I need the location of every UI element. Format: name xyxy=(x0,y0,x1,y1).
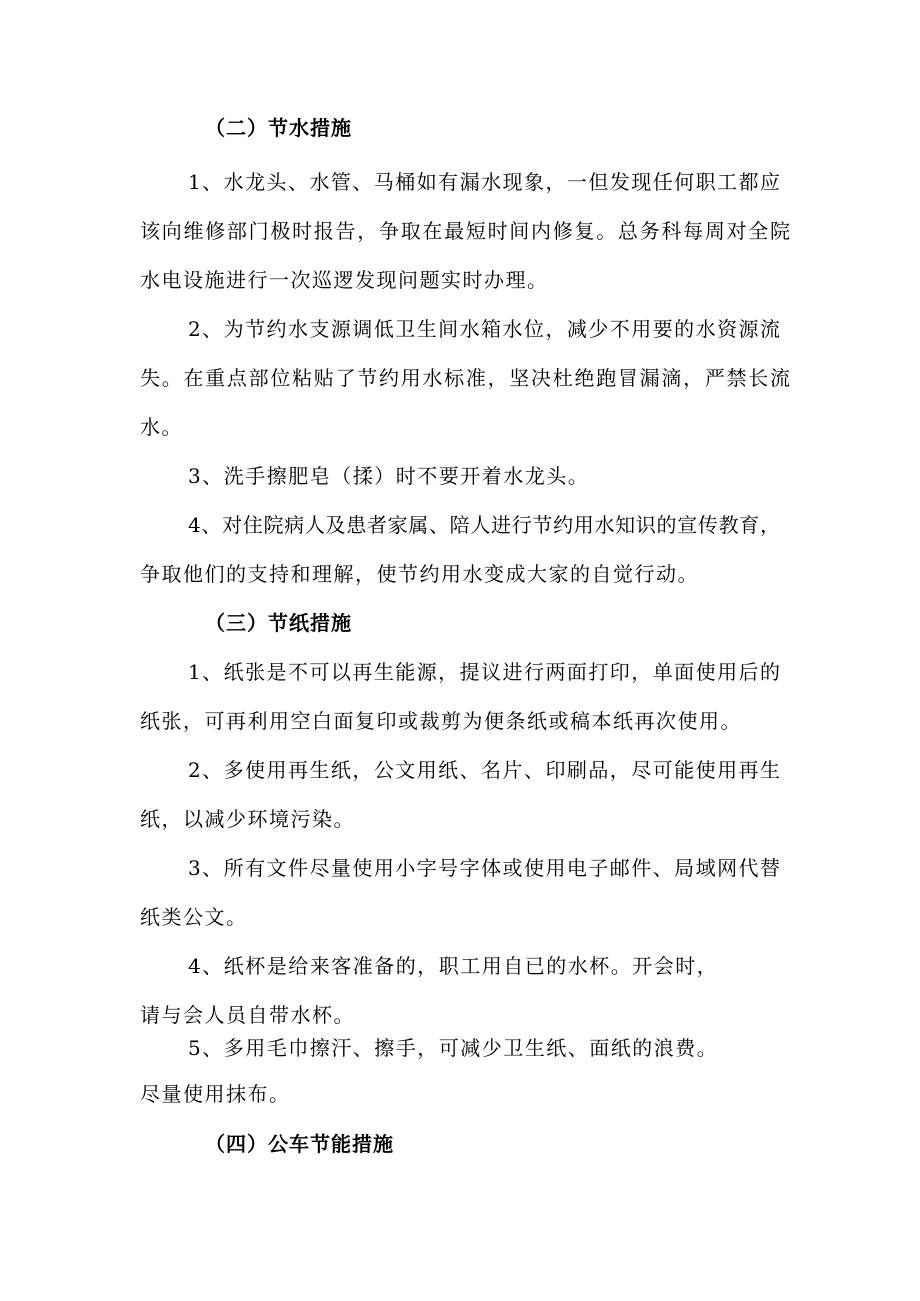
paragraph-line: 纸类公文。 xyxy=(140,905,248,929)
paragraph-line: 2、多使用再生纸，公文用纸、名片、印刷品，尽可能使用再生 xyxy=(188,758,780,782)
paragraph-line: 尽量使用抹布。 xyxy=(140,1082,291,1106)
paragraph-line: 3、所有文件尽量使用小字号字体或使用电子邮件、局域网代替 xyxy=(188,856,780,880)
section-heading-vehicle: （四）公车节能措施 xyxy=(205,1132,394,1156)
paragraph-line: 争取他们的支持和理解，使节约用水变成大家的自觉行动。 xyxy=(140,562,699,586)
paragraph-line: 5、多用毛巾擦汗、擦手，可减少卫生纸、面纸的浪费。 xyxy=(188,1036,719,1060)
paragraph-line: 请与会人员自带水杯。 xyxy=(140,1003,355,1027)
paragraph-line: 纸张，可再利用空白面复印或裁剪为便条纸或稿本纸再次使用。 xyxy=(140,709,742,733)
paragraph-line: 失。在重点部位粘贴了节约用水标准，坚决杜绝跑冒漏滴，严禁长流 xyxy=(140,366,790,390)
section-heading-paper: （三）节纸措施 xyxy=(205,611,352,635)
paragraph-line: 4、对住院病人及患者家属、陪人进行节约用水知识的宣传教育， xyxy=(188,513,780,537)
paragraph-line: 2、为节约水支源调低卫生间水箱水位，减少不用要的水资源流 xyxy=(188,317,780,341)
paragraph-line: 1、纸张是不可以再生能源，提议进行两面打印，单面使用后的 xyxy=(188,660,780,684)
paragraph-line: 水电设施进行一次巡逻发现问题实时办理。 xyxy=(140,268,549,292)
section-heading-water: （二）节水措施 xyxy=(205,116,352,140)
paragraph-line: 3、洗手擦肥皂（揉）时不要开着水龙头。 xyxy=(188,464,590,488)
paragraph-line: 纸，以减少环境污染。 xyxy=(140,807,355,831)
paragraph-line: 4、纸杯是给来客准备的，职工用自已的水杯。开会时， xyxy=(188,954,719,978)
paragraph-line: 水。 xyxy=(140,415,183,439)
paragraph-line: 1、水龙头、水管、马桶如有漏水现象，一但发现任何职工都应 xyxy=(188,170,780,194)
paragraph-line: 该向维修部门极时报告，争取在最短时间内修复。总务科每周对全院 xyxy=(140,219,790,243)
